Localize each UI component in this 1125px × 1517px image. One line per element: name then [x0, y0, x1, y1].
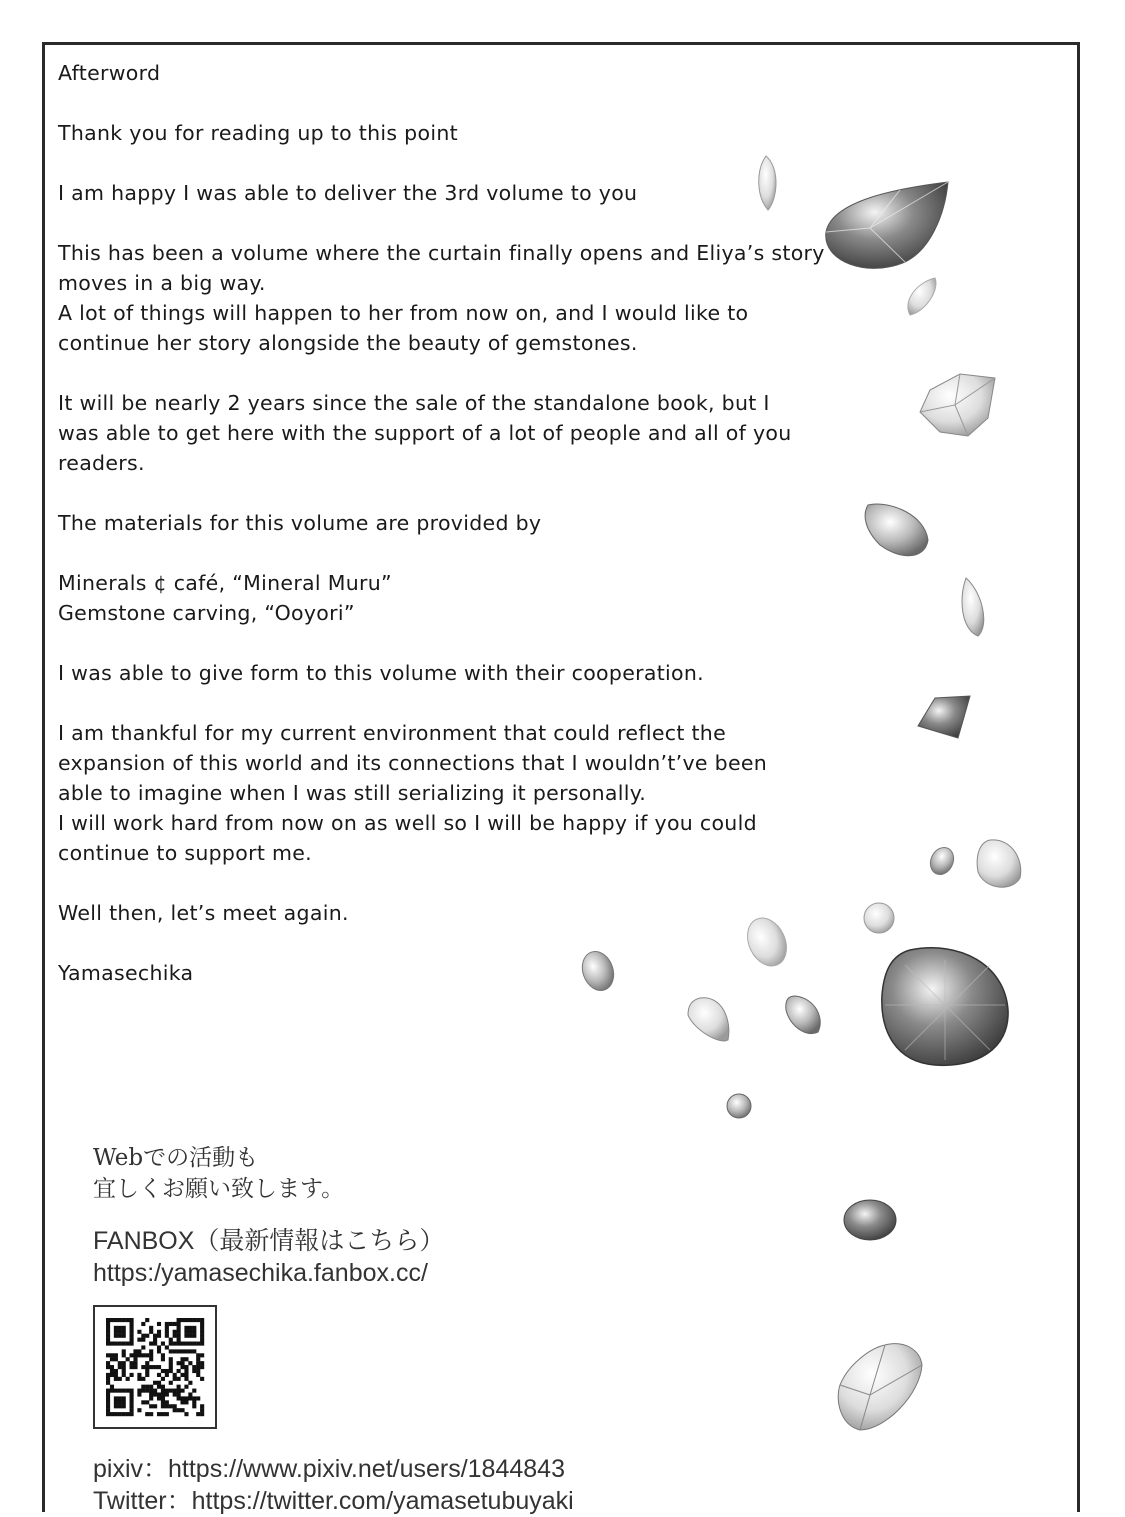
gem-pear-small [962, 578, 984, 636]
paragraph-volume: I am happy I was able to deliver the 3rd volume to you [58, 181, 638, 205]
web-activity-line: 宜しくお願い致します。 [93, 1176, 345, 1202]
paragraph-story-line: continue her story alongside the beauty of gemstones. [58, 331, 638, 355]
paragraph-story-line: A lot of things will happen to her from now on, and I would like to [58, 301, 749, 325]
paragraph-materials: The materials for this volume are provided by [58, 511, 542, 535]
paragraph-support-line: was able to get here with the support of a lot of people and all of you [58, 421, 792, 445]
paragraph-thankful-line: I will work hard from now on as well so I will be happy if you could [58, 811, 757, 835]
twitter-link[interactable]: Twitter：https://twitter.com/yamasetubuyaki [93, 1487, 574, 1515]
gem-round-brilliant [920, 374, 995, 436]
gem-cushion-large [882, 948, 1008, 1066]
gem-trillion-large [838, 1344, 922, 1430]
gem-trillion [918, 696, 970, 738]
afterword-title: Afterword [58, 61, 161, 85]
paragraph-thanks: Thank you for reading up to this point [58, 121, 458, 145]
paragraph-thankful-line: able to imagine when I was still serializing it personally. [58, 781, 647, 805]
gem-oval-tiny [926, 844, 958, 879]
gem-marquise [759, 156, 776, 210]
credit-line: Minerals ¢ café, “Mineral Muru” [58, 571, 392, 595]
gem-oval-dark [844, 1200, 896, 1240]
paragraph-farewell: Well then, let’s meet again. [58, 901, 349, 925]
gem-pear-large [826, 182, 948, 268]
gem-heart [865, 504, 928, 556]
credit-line: Gemstone carving, “Ooyori” [58, 601, 355, 625]
paragraph-thankful-line: continue to support me. [58, 841, 312, 865]
author-signature: Yamasechika [58, 961, 194, 985]
gem-cushion-small [977, 840, 1021, 887]
gem-pear-mid [688, 998, 729, 1041]
gem-pear-right [786, 996, 820, 1034]
paragraph-story-line: This has been a volume where the curtain finally opens and Eliya’s story [58, 241, 825, 265]
paragraph-cooperation: I was able to give form to this volume with their cooperation. [58, 661, 704, 685]
fanbox-url[interactable]: https:/yamasechika.fanbox.cc/ [93, 1259, 428, 1287]
paragraph-thankful-line: I am thankful for my current environment that could reflect the [58, 721, 727, 745]
pixiv-link[interactable]: pixiv：https://www.pixiv.net/users/1844843 [93, 1455, 565, 1483]
gem-small [908, 278, 936, 315]
gem-oval-left [577, 947, 619, 995]
gem-oval-light [740, 912, 794, 973]
paragraph-support-line: It will be nearly 2 years since the sale of the standalone book, but I [58, 391, 770, 415]
web-activity-line: Webでの活動も [93, 1145, 259, 1171]
gem-round-small [727, 1094, 751, 1118]
gem-round-tiny [864, 903, 894, 933]
paragraph-story-line: moves in a big way. [58, 271, 266, 295]
paragraph-thankful-line: expansion of this world and its connections that I wouldn’t’ve been [58, 751, 768, 775]
paragraph-support-line: readers. [58, 451, 145, 475]
fanbox-label: FANBOX（最新情報はこちら） [93, 1227, 445, 1255]
